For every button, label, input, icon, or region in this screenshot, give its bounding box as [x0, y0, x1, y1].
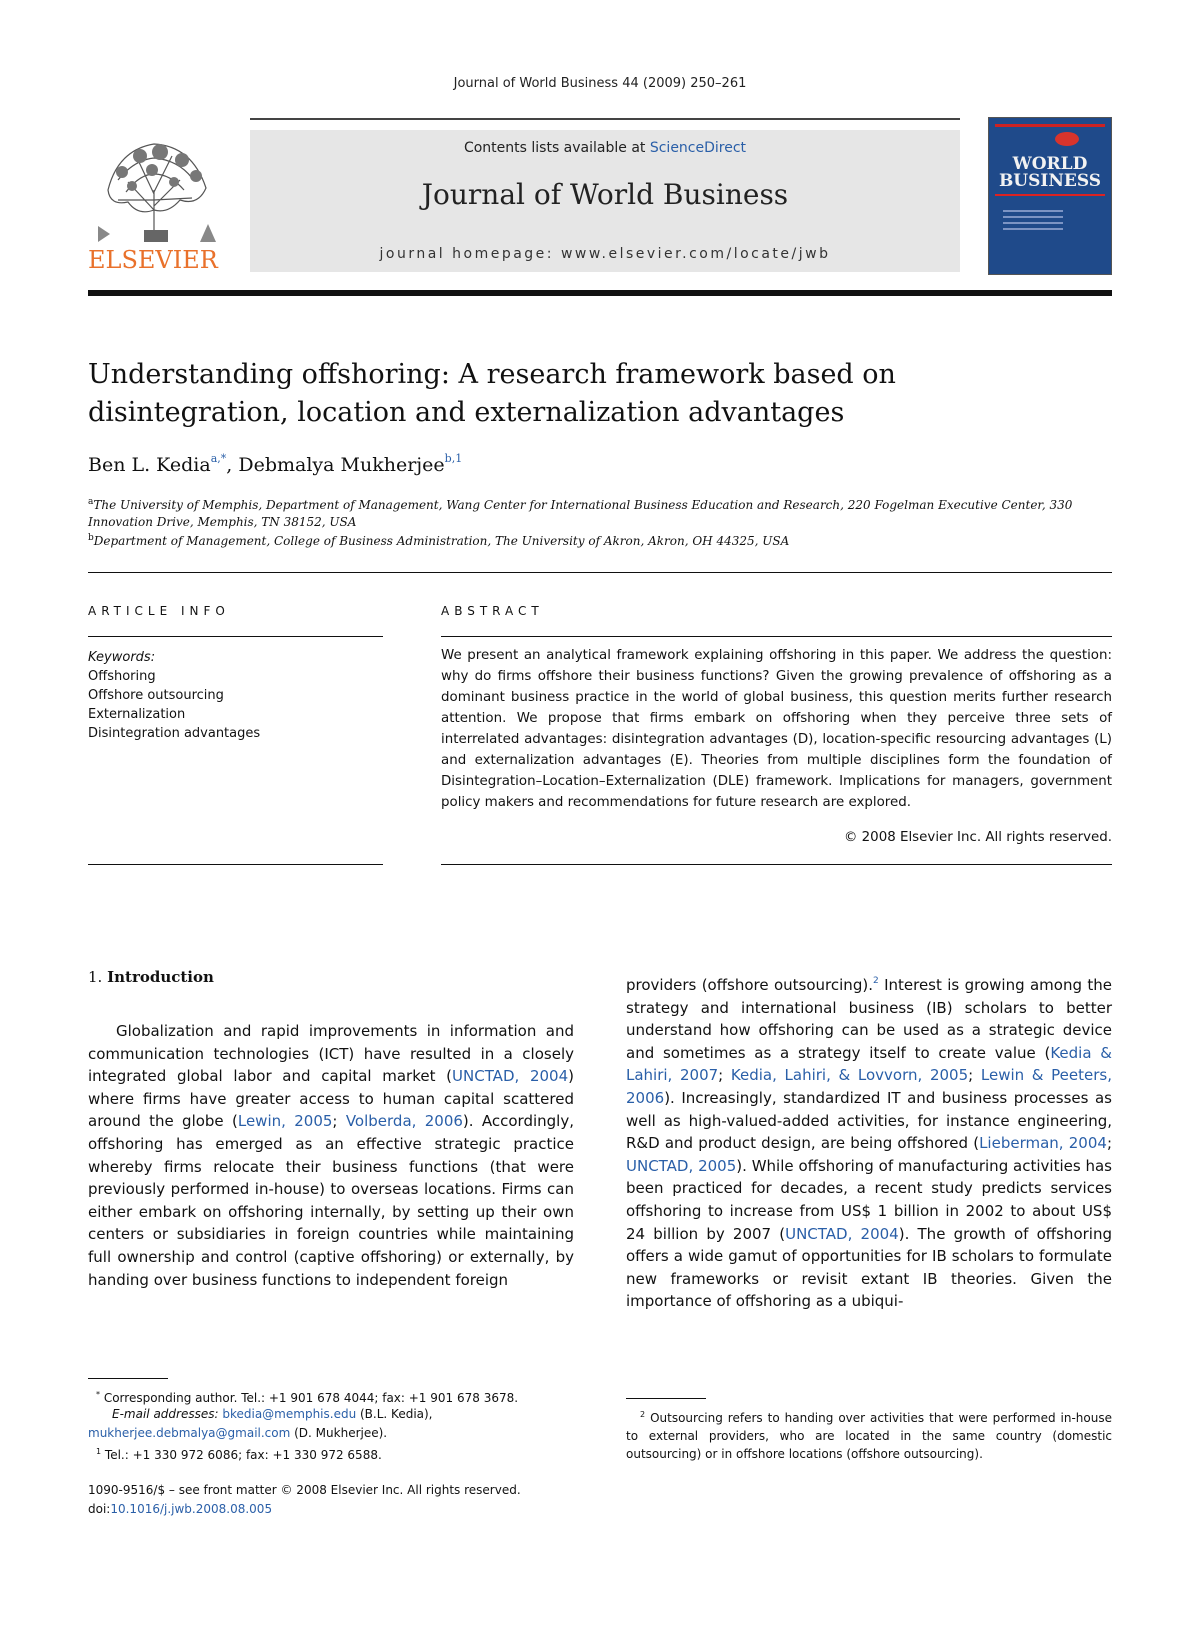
sciencedirect-link[interactable]: ScienceDirect	[649, 140, 747, 156]
footnote-mark: *	[96, 1390, 100, 1399]
body-column-right	[626, 970, 1112, 1313]
footnote-text: Corresponding author. Tel.: +1 901 678 4044; fax: +1 901 678 3678.	[103, 1391, 519, 1405]
body-text: ;	[718, 1066, 731, 1085]
divider	[441, 864, 1112, 865]
footnote-emails	[112, 1405, 582, 1423]
journal-reference: Journal of World Business 44 (2009) 250–261	[453, 76, 747, 91]
keywords-label: Keywords:	[88, 650, 156, 665]
journal-homepage[interactable]: journal homepage: www.elsevier.com/locate/jwb	[379, 246, 831, 262]
body-text: ) where firms have greater access to human capital scattered around the globe (	[88, 1067, 574, 1131]
footnote-corresponding	[96, 1386, 576, 1407]
journal-banner	[250, 130, 960, 272]
citation-link[interactable]: Kedia, Lahiri, & Lovvorn, 2005	[730, 1066, 969, 1085]
body-text: Interest is growing among the strategy and international business (IB) scholars to better understand how offshoring can be used as a strategic device and sometimes as a strategy itself to create value (	[626, 976, 1112, 1062]
affiliation-text: The University of Memphis, Department of Management, Wang Center for International Business Education and Research, 220 Fogelman Executive Center, 330 Innovation Drive, Memphis, TN 38152, USA	[88, 498, 1073, 529]
author-affiliation-mark[interactable]: a,*	[210, 452, 227, 465]
footnote-rule	[88, 1378, 168, 1379]
citation-link[interactable]: Lewin, 2005	[237, 1112, 333, 1131]
citation-link[interactable]: Kedia & Lahiri, 2007	[626, 1043, 1112, 1085]
divider	[88, 864, 383, 865]
body-text: ). Accordingly, offshoring has emerged as an effective strategic practice whereby firms relocate their business functions (that were previously performed in-house) to overseas locations. Firms can either embark on offshoring internally, by setting up their own centers or subsidiaries in foreign countries while maintaining full ownership and control (captive offshoring) or externally, by handing over business functions to independent foreign	[88, 1112, 574, 1289]
citation-link[interactable]: UNCTAD, 2004	[452, 1067, 569, 1086]
footnote-1	[96, 1443, 576, 1464]
body-text: Globalization and rapid improvements in information and communication technologies (ICT) have resulted in a closely integrated global labor and capital market (	[88, 1022, 574, 1086]
doi-link[interactable]: 10.1016/j.jwb.2008.08.005	[110, 1502, 273, 1516]
footnote-mark[interactable]: 2	[872, 976, 879, 986]
keywords-block	[88, 648, 260, 743]
article-info-heading: ARTICLE INFO	[88, 604, 230, 618]
footnote-text: Tel.: +1 330 972 6086; fax: +1 330 972 6588.	[104, 1448, 382, 1462]
doi-line	[88, 1500, 588, 1518]
body-text: ). While offshoring of manufacturing activities has been practiced for decades, a recent study predicts services offshoring to increase from US$ 1 billion in 2002 to about US$ 24 billion by 2007 (	[626, 1156, 1113, 1243]
body-text: ). The growth of offshoring offers a wide gamut of opportunities for IB scholars to formulate new frameworks or revisit extant IB theories. Given the importance of offshoring as a ubiqui-	[626, 1224, 1112, 1311]
divider	[441, 636, 1112, 637]
cover-title-line2: BUSINESS	[998, 171, 1102, 191]
divider	[88, 572, 1112, 573]
body-text: providers (offshore outsourcing).	[626, 976, 873, 994]
email-link[interactable]: mukherjee.debmalya@gmail.com	[88, 1426, 291, 1440]
journal-title: Journal of World Business	[421, 178, 789, 211]
banner-top-rule	[250, 118, 960, 120]
footnote-mark: 1	[96, 1447, 102, 1456]
publisher-name: ELSEVIER	[88, 246, 218, 274]
section-heading	[88, 968, 214, 986]
citation-link[interactable]: UNCTAD, 2004	[785, 1224, 899, 1243]
section-number: 1.	[88, 968, 103, 986]
keyword: Offshoring	[88, 669, 156, 684]
affiliation-text: Department of Management, College of Business Administration, The University of Akron, Akron, OH 44325, USA	[93, 534, 790, 548]
body-text: ;	[332, 1112, 346, 1131]
journal-cover-image	[988, 117, 1112, 275]
abstract-heading: ABSTRACT	[441, 604, 544, 618]
footnote-mark: 2	[640, 1410, 646, 1419]
citation-link[interactable]: UNCTAD, 2005	[626, 1156, 737, 1175]
footnote-rule	[626, 1398, 706, 1399]
author-name: Ben L. Kedia	[88, 454, 211, 476]
section-title: Introduction	[107, 968, 214, 986]
body-column-left	[88, 1020, 574, 1291]
body-text: ;	[968, 1066, 981, 1085]
article-title: Understanding offshoring: A research framework based on disintegration, location and externalization advantages	[88, 359, 896, 428]
divider	[88, 636, 383, 637]
body-text: ;	[1106, 1134, 1112, 1153]
keyword: Offshore outsourcing	[88, 688, 224, 703]
front-matter: 1090-9516/$ – see front matter © 2008 Elsevier Inc. All rights reserved.	[88, 1483, 521, 1497]
citation-link[interactable]: Volberda, 2006	[345, 1112, 463, 1131]
email-owner: (D. Mukherjee).	[290, 1426, 388, 1440]
citation-link[interactable]: Lieberman, 2004	[979, 1134, 1107, 1153]
footnote-text: Outsourcing refers to handing over activities that were performed in-house to external providers, who are located in the same country (domestic outsourcing) or in offshore locations (offshore outsourcing).	[626, 1411, 1112, 1461]
citation-link[interactable]: Lewin & Peeters, 2006	[626, 1066, 1113, 1107]
abstract-text: We present an analytical framework explaining offshoring in this paper. We address the question: why do firms offshore their business functions? Given the growing prevalence of offshoring as a dominant business practice in the world of global business, this question merits further research attention. We propose that firms embark on offshoring when they perceive three sets of interrelated advantages: disintegration advantages (D), location-specific resourcing advantages (L) and externalization advantages (E). Theories from multiple disciplines form the foundation of Disintegration–Location–Externalization (DLE) framework. Implications for managers, government policy makers and recommendations for future research are explored.	[441, 648, 1112, 810]
cover-text-lines	[1003, 210, 1063, 234]
affiliation-a	[88, 494, 1112, 531]
cover-red-rule	[995, 194, 1105, 196]
keyword: Disintegration advantages	[88, 726, 261, 741]
affiliation-mark: a	[88, 497, 94, 507]
keyword: Externalization	[88, 707, 186, 722]
header-rule	[88, 290, 1112, 296]
author-affiliation-mark[interactable]: b,1	[444, 452, 463, 465]
contents-prefix: Contents lists available at	[463, 140, 650, 156]
email-owner: (B.L. Kedia),	[356, 1407, 433, 1421]
body-text: ). Increasingly, standardized IT and business processes as well as high-valued-added activities, for instance engineering, R&D and product design, are being offshored (	[626, 1088, 1112, 1153]
affiliation-mark: b	[88, 533, 94, 543]
cover-title-line1: WORLD	[1012, 154, 1088, 174]
author-separator: ,	[226, 454, 239, 476]
cover-top-band	[995, 124, 1105, 127]
author-name: Debmalya Mukherjee	[238, 454, 445, 476]
affiliation-b	[88, 530, 1112, 550]
footnote-emails-cont	[88, 1424, 578, 1442]
authors	[88, 452, 462, 476]
abstract-copyright: © 2008 Elsevier Inc. All rights reserved.	[844, 830, 1112, 845]
footnote-2	[626, 1406, 1112, 1463]
email-link[interactable]: bkedia@memphis.edu	[222, 1407, 357, 1421]
contents-line	[250, 140, 960, 156]
doi-prefix: doi:	[88, 1502, 111, 1516]
cover-title	[989, 156, 1111, 190]
cover-badge-icon	[1055, 132, 1079, 146]
email-label: E-mail addresses:	[112, 1407, 219, 1421]
